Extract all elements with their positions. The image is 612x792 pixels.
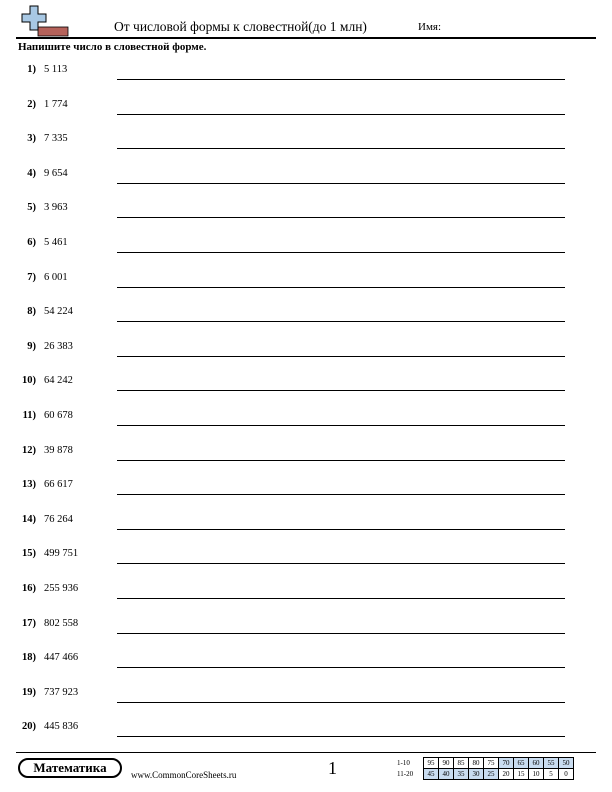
problem-row xyxy=(0,198,612,232)
problem-number: 18) xyxy=(22,652,36,664)
score-cell: 60 xyxy=(529,758,544,769)
plus-logo-icon xyxy=(16,5,70,37)
score-cell: 30 xyxy=(469,769,484,780)
problem-row xyxy=(0,129,612,163)
answer-line[interactable] xyxy=(117,356,565,357)
problem-number: 6) xyxy=(27,237,36,248)
score-cell: 90 xyxy=(439,758,454,769)
answer-line[interactable] xyxy=(117,529,565,530)
score-row-label: 1-10 xyxy=(397,759,410,767)
footer-divider xyxy=(16,752,596,753)
worksheet-title: От числовой формы к словестной(до 1 млн) xyxy=(114,19,367,34)
answer-line[interactable] xyxy=(117,390,565,391)
problem-number: 3) xyxy=(27,133,36,145)
problem-number: 7) xyxy=(27,271,36,283)
problem-number: 13) xyxy=(22,479,36,491)
problem-value: 64 242 xyxy=(44,375,73,387)
answer-line[interactable] xyxy=(117,321,565,322)
problem-row xyxy=(0,475,612,509)
problem-number: 1) xyxy=(27,64,36,75)
problem-value: 54 224 xyxy=(44,306,73,318)
answer-line[interactable] xyxy=(117,702,565,703)
answer-line[interactable] xyxy=(117,494,565,495)
score-cell: 10 xyxy=(529,769,544,780)
problem-row xyxy=(0,441,612,475)
problem-row xyxy=(0,717,612,751)
answer-line[interactable] xyxy=(117,563,565,564)
problem-row xyxy=(0,406,612,440)
problem-number: 15) xyxy=(22,548,36,560)
problem-value: 76 264 xyxy=(44,513,73,525)
score-cell: 55 xyxy=(544,758,559,769)
score-cell: 85 xyxy=(454,758,469,769)
problem-value: 66 617 xyxy=(44,479,73,491)
problem-number: 19) xyxy=(22,686,36,698)
answer-line[interactable] xyxy=(117,460,565,461)
score-cell: 0 xyxy=(559,769,574,780)
score-row-label: 11-20 xyxy=(397,770,414,778)
score-cell: 65 xyxy=(514,758,529,769)
problem-row xyxy=(0,683,612,717)
problem-value: 447 466 xyxy=(44,652,79,664)
problem-value: 802 558 xyxy=(44,617,79,629)
problem-value: 255 936 xyxy=(44,583,79,594)
problem-number: 12) xyxy=(22,444,36,456)
problem-number: 10) xyxy=(22,375,36,387)
score-cell: 35 xyxy=(454,769,469,780)
problem-number: 20) xyxy=(22,721,36,733)
problem-value: 7 335 xyxy=(44,133,68,145)
problem-row xyxy=(0,95,612,129)
score-row xyxy=(397,769,574,780)
problem-value: 6 001 xyxy=(44,271,68,283)
answer-line[interactable] xyxy=(117,217,565,218)
problem-row xyxy=(0,371,612,405)
answer-line[interactable] xyxy=(117,425,565,426)
problem-row xyxy=(0,579,612,613)
problem-row xyxy=(0,60,612,94)
score-cell: 45 xyxy=(424,769,439,780)
score-cell: 95 xyxy=(424,758,439,769)
problem-row xyxy=(0,164,612,198)
score-table xyxy=(397,757,574,780)
score-cell: 25 xyxy=(484,769,499,780)
problem-row xyxy=(0,302,612,336)
problem-row xyxy=(0,648,612,682)
score-cell: 80 xyxy=(469,758,484,769)
problem-value: 9 654 xyxy=(44,167,68,179)
site-url: www.CommonCoreSheets.ru xyxy=(131,770,237,780)
score-cell: 5 xyxy=(544,769,559,780)
problem-value: 26 383 xyxy=(44,340,73,352)
answer-line[interactable] xyxy=(117,667,565,668)
problem-number: 2) xyxy=(27,98,36,110)
header-divider xyxy=(16,37,596,39)
page-number: 1 xyxy=(328,758,337,778)
score-cell: 75 xyxy=(484,758,499,769)
problem-number: 4) xyxy=(27,167,36,179)
answer-line[interactable] xyxy=(117,633,565,634)
score-cell: 20 xyxy=(499,769,514,780)
score-cell: 70 xyxy=(499,758,514,769)
answer-line[interactable] xyxy=(117,598,565,599)
problem-number: 14) xyxy=(22,513,36,525)
answer-line[interactable] xyxy=(117,114,565,115)
score-cell: 40 xyxy=(439,769,454,780)
instructions: Напишите число в словестной форме. xyxy=(18,41,207,53)
score-cell: 50 xyxy=(559,758,574,769)
problem-value: 499 751 xyxy=(44,548,79,560)
problem-value: 737 923 xyxy=(44,686,79,698)
answer-line[interactable] xyxy=(117,252,565,253)
name-label: Имя: xyxy=(418,21,442,33)
problem-row xyxy=(0,614,612,648)
problem-value: 1 774 xyxy=(44,98,68,110)
problem-row xyxy=(0,544,612,578)
brand-badge: Математика xyxy=(18,758,122,778)
problem-value: 60 678 xyxy=(44,410,73,421)
problem-number: 16) xyxy=(22,583,36,594)
problem-value: 5 461 xyxy=(44,237,68,248)
answer-line[interactable] xyxy=(117,79,565,80)
answer-line[interactable] xyxy=(117,736,565,737)
answer-line[interactable] xyxy=(117,183,565,184)
problem-value: 5 113 xyxy=(44,64,68,75)
problem-value: 39 878 xyxy=(44,444,73,456)
problem-row xyxy=(0,268,612,302)
problem-row xyxy=(0,510,612,544)
problem-number: 8) xyxy=(27,306,36,318)
answer-line[interactable] xyxy=(117,148,565,149)
problem-number: 9) xyxy=(27,340,36,352)
problem-value: 445 836 xyxy=(44,721,79,733)
score-row xyxy=(397,758,574,769)
problem-number: 5) xyxy=(27,202,36,214)
problem-row xyxy=(0,337,612,371)
problem-number: 11) xyxy=(22,410,36,421)
problem-value: 3 963 xyxy=(44,202,68,214)
score-cell: 15 xyxy=(514,769,529,780)
problem-row xyxy=(0,233,612,267)
problem-number: 17) xyxy=(22,617,36,629)
answer-line[interactable] xyxy=(117,287,565,288)
